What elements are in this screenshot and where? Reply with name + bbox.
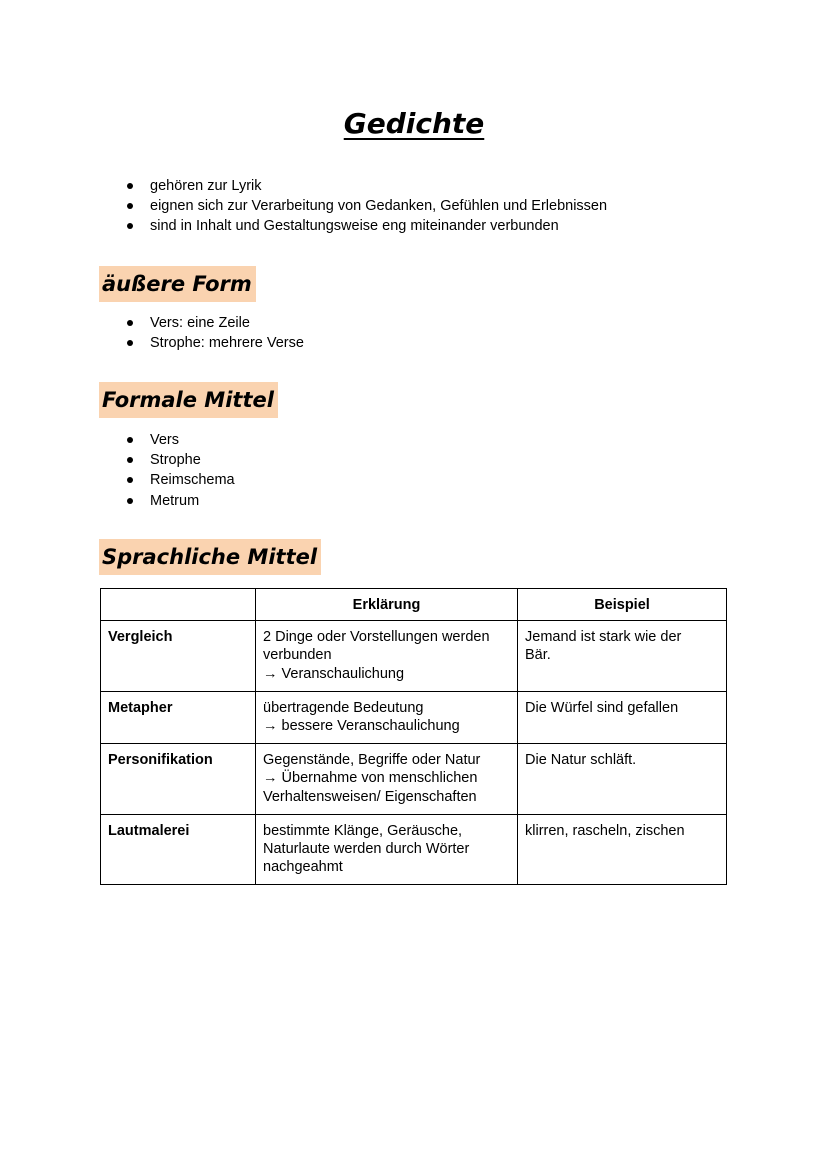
explanation-cell [256,814,518,885]
explanation-line: Verhaltensweisen/ Eigenschaften [263,788,477,805]
term-cell: Personifikation [101,744,256,815]
list-item: Metrum [124,491,235,511]
page-title [0,104,828,144]
term-cell: Lautmalerei [101,814,256,885]
explanation-line: nachgeahmt [263,859,343,876]
page-title-text: Gedichte [343,107,485,140]
header-cell-empty [101,589,256,621]
explanation-line: → Übernahme von menschlichen [263,770,478,787]
intro-bullet-list [124,176,607,237]
explanation-cell [256,691,518,743]
example-cell [518,814,727,885]
example-line: Bär. [525,647,551,664]
section-heading-formale-mittel: Formale Mittel [99,382,278,418]
term-cell: Metapher [101,691,256,743]
table-row [101,814,727,885]
term-cell: Vergleich [101,621,256,692]
section-heading-sprachliche-mittel: Sprachliche Mittel [99,539,321,575]
list-item: gehören zur Lyrik [124,176,607,196]
formale-mittel-bullet-list [124,430,235,511]
table-row [101,691,727,743]
explanation-cell [256,744,518,815]
explanation-line: bestimmte Klänge, Geräusche, [263,822,463,839]
list-item: Vers [124,430,235,450]
aeussere-form-bullet-list [124,313,304,353]
example-cell [518,691,727,743]
list-item: eignen sich zur Verarbeitung von Gedanken, Gefühlen und Erlebnissen [124,196,607,216]
header-cell-erklaerung: Erklärung [256,589,518,621]
section-heading-aeussere-form: äußere Form [99,266,256,302]
list-item: sind in Inhalt und Gestaltungsweise eng miteinander verbunden [124,216,607,236]
table-row [101,621,727,692]
header-cell-beispiel: Beispiel [518,589,727,621]
list-item: Strophe: mehrere Verse [124,333,304,353]
sprachliche-mittel-table [100,588,727,885]
explanation-line: übertragende Bedeutung [263,699,424,716]
explanation-line: Gegenstände, Begriffe oder Natur [263,752,481,769]
explanation-line: verbunden [263,647,332,664]
list-item: Strophe [124,450,235,470]
explanation-line: 2 Dinge oder Vorstellungen werden [263,629,490,646]
list-item: Vers: eine Zeile [124,313,304,333]
list-item: Reimschema [124,470,235,490]
explanation-line: Naturlaute werden durch Wörter [263,841,470,858]
explanation-line: → Veranschaulichung [263,665,405,682]
example-line: Die Natur schläft. [525,752,637,769]
table-row [101,744,727,815]
example-line: Die Würfel sind gefallen [525,699,679,716]
example-cell [518,744,727,815]
explanation-cell [256,621,518,692]
explanation-line: → bessere Veranschaulichung [263,718,460,735]
table-header-row [101,589,727,621]
example-cell [518,621,727,692]
example-line: Jemand ist stark wie der [525,629,682,646]
example-line: klirren, rascheln, zischen [525,822,685,839]
